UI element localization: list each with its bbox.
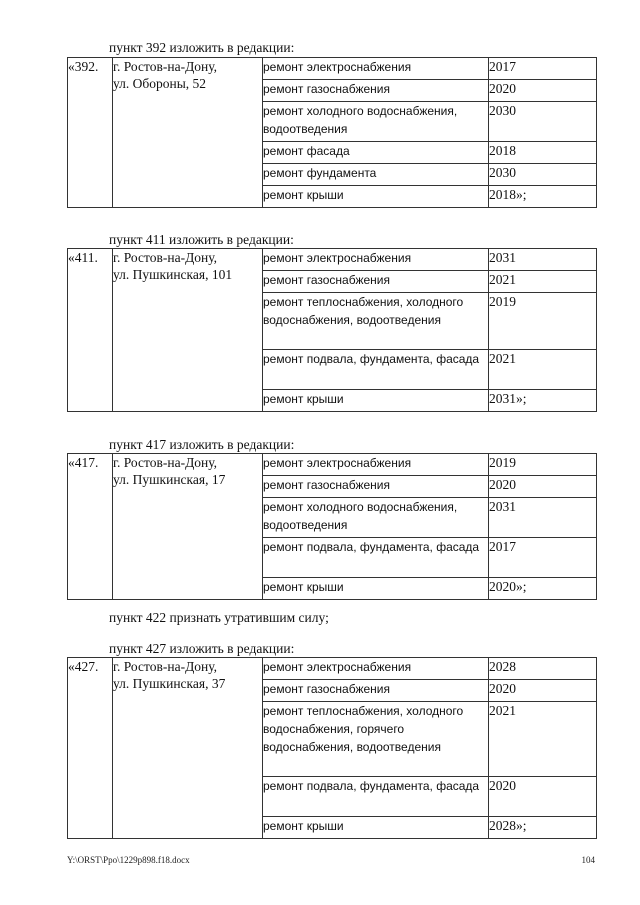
work-year: 2031»; (489, 390, 597, 412)
work-type: ремонт электроснабжения (263, 249, 489, 271)
work-year: 2017 (489, 538, 597, 578)
work-year: 2028»; (489, 817, 597, 839)
table-row (68, 658, 597, 680)
work-year: 2019 (489, 293, 597, 350)
work-year: 2030 (489, 164, 597, 186)
work-year: 2020 (489, 777, 597, 817)
work-type: ремонт теплоснабжения, холодного водоснабжения, водоотведения (263, 293, 489, 350)
amendment-table (67, 248, 597, 412)
table-row (68, 454, 597, 476)
address-street: ул. Пушкинская, 37 (113, 676, 226, 691)
work-year: 2018»; (489, 186, 597, 208)
work-type: ремонт электроснабжения (263, 454, 489, 476)
work-type: ремонт газоснабжения (263, 80, 489, 102)
work-type: ремонт электроснабжения (263, 658, 489, 680)
work-year: 2020»; (489, 578, 597, 600)
work-type: ремонт газоснабжения (263, 271, 489, 293)
item-number: «411. (68, 249, 113, 412)
work-type: ремонт холодного водоснабжения, водоотведения (263, 102, 489, 142)
item-number: «392. (68, 58, 113, 208)
work-year: 2028 (489, 658, 597, 680)
work-type: ремонт электроснабжения (263, 58, 489, 80)
page-number: 104 (581, 855, 595, 865)
table-row (68, 58, 597, 80)
item-address (113, 249, 263, 412)
work-year: 2020 (489, 80, 597, 102)
item-address (113, 58, 263, 208)
work-year: 2020 (489, 680, 597, 702)
section-intro: пункт 427 изложить в редакции: (109, 641, 295, 656)
address-city: г. Ростов-на-Дону, (113, 659, 218, 674)
amendment-table (67, 657, 597, 839)
footer-file-path: Y:\ORST\Ppo\1229p898.f18.docx (67, 855, 190, 865)
work-year: 2021 (489, 271, 597, 293)
work-year: 2021 (489, 702, 597, 777)
work-type: ремонт фасада (263, 142, 489, 164)
address-city: г. Ростов-на-Дону, (113, 59, 218, 74)
amendment-table (67, 57, 597, 208)
repeal-note: пункт 422 признать утратившим силу; (109, 610, 329, 625)
work-year: 2031 (489, 249, 597, 271)
work-type: ремонт подвала, фундамента, фасада (263, 777, 489, 817)
section-intro: пункт 392 изложить в редакции: (109, 40, 295, 55)
work-type: ремонт теплоснабжения, холодного водоснабжения, горячего водоснабжения, водоотведения (263, 702, 489, 777)
work-type: ремонт крыши (263, 186, 489, 208)
address-street: ул. Обороны, 52 (113, 76, 207, 91)
work-type: ремонт холодного водоснабжения, водоотведения (263, 498, 489, 538)
work-type: ремонт подвала, фундамента, фасада (263, 350, 489, 390)
work-type: ремонт крыши (263, 817, 489, 839)
work-year: 2017 (489, 58, 597, 80)
work-year: 2020 (489, 476, 597, 498)
work-type: ремонт крыши (263, 578, 489, 600)
table-row (68, 249, 597, 271)
amendment-table (67, 453, 597, 600)
work-year: 2019 (489, 454, 597, 476)
item-address (113, 658, 263, 839)
item-number: «427. (68, 658, 113, 839)
address-city: г. Ростов-на-Дону, (113, 455, 218, 470)
work-year: 2031 (489, 498, 597, 538)
address-street: ул. Пушкинская, 101 (113, 267, 233, 282)
item-address (113, 454, 263, 600)
work-year: 2030 (489, 102, 597, 142)
work-year: 2018 (489, 142, 597, 164)
work-year: 2021 (489, 350, 597, 390)
item-number: «417. (68, 454, 113, 600)
work-type: ремонт фундамента (263, 164, 489, 186)
work-type: ремонт подвала, фундамента, фасада (263, 538, 489, 578)
section-intro: пункт 411 изложить в редакции: (109, 232, 294, 247)
work-type: ремонт газоснабжения (263, 476, 489, 498)
section-intro: пункт 417 изложить в редакции: (109, 437, 295, 452)
work-type: ремонт газоснабжения (263, 680, 489, 702)
address-street: ул. Пушкинская, 17 (113, 472, 226, 487)
address-city: г. Ростов-на-Дону, (113, 250, 218, 265)
work-type: ремонт крыши (263, 390, 489, 412)
